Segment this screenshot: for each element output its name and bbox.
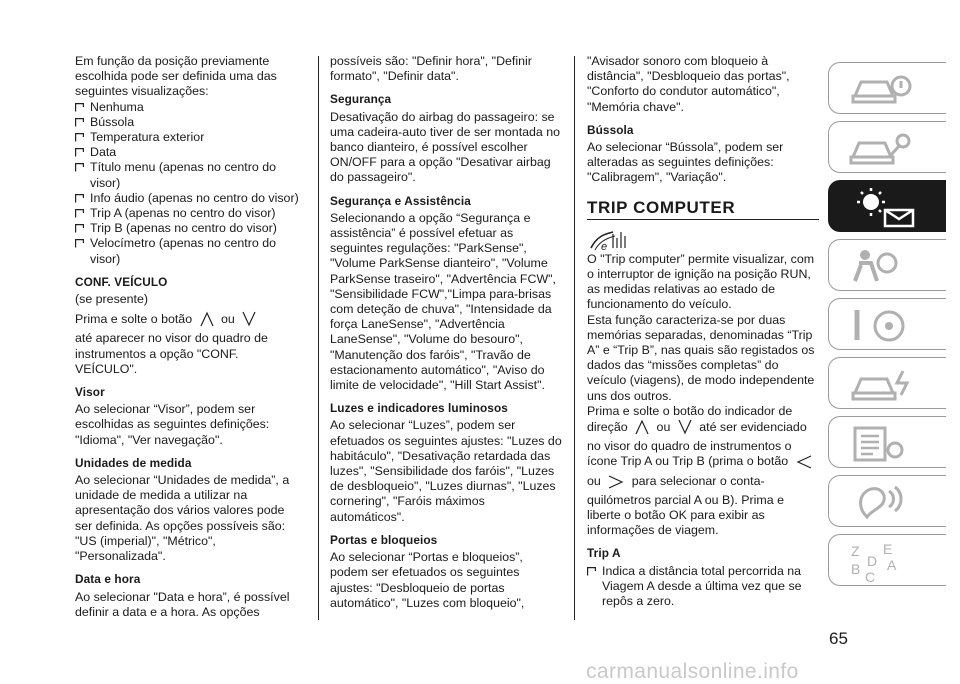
seguranca-text: Desativação do airbag do passageiro: se uma cadeira-auto tiver de ser montada no banco dianteiro, é possível escolher ON/OFF para a opção "Desativar airbag do passageiro".: [330, 109, 561, 185]
tab-technical-data[interactable]: [828, 416, 946, 468]
list-item-text: Título menu (apenas no centro do visor): [90, 160, 276, 190]
list-item: [75, 100, 303, 115]
intro-text: Em função da posição previamente escolhida pode ser definida uma das seguintes visualizações:: [75, 54, 277, 99]
trip-paragraph-3: [587, 404, 819, 539]
data-hora-heading: Data e hora: [75, 572, 141, 587]
trip-p3-or: ou: [656, 420, 671, 435]
luzes-text: Ao selecionar “Luzes”, podem ser efetuados os seguintes ajustes: "Luzes do habitáculo", "Desativação retardada das luzes", "Sensibilidade dos faróis", "Luzes de desbloqueio", "Luzes diurnas", "Luzes cornering", "Faróis máximos automáticos".: [330, 418, 562, 524]
seguranca-heading: Segurança: [330, 92, 392, 107]
portas-text: Ao selecionar “Portas e bloqueios”, podem ser efetuados os seguintes ajustes: "Desbloqueio de portas automático", "Luzes com bloqueio",: [330, 550, 525, 610]
bullet-icon: [75, 239, 85, 247]
conf-text-a: Prima e solte o botão: [75, 312, 193, 327]
svg-text:A: A: [887, 557, 897, 573]
car-breakdown-icon: [847, 365, 917, 403]
tab-car-breakdown[interactable]: [828, 357, 946, 409]
unidades-heading: Unidades de medida: [75, 455, 192, 470]
conf-preset-text: (se presente): [75, 292, 149, 307]
list-item: [75, 221, 303, 236]
list-item: [75, 191, 303, 206]
list-item-text: Data: [90, 145, 117, 160]
section-title: TRIP COMPUTER: [587, 200, 819, 220]
visor-text: Ao selecionar “Visor”, podem ser escolhidas as seguintes definições: "Idioma", "Ver navegação".: [75, 402, 270, 447]
bullet-icon: [75, 194, 85, 202]
trip-p3-a: Prima e solte o botão do indicador de direção: [587, 403, 793, 435]
airbag-person-icon: [847, 247, 917, 285]
bullet-icon: [75, 118, 85, 126]
down-arrow-icon: [678, 419, 692, 439]
up-arrow-icon: [200, 311, 214, 331]
conf-text-b: até aparecer no visor do quadro de instrumentos a opção "CONF. VEÍCULO".: [75, 331, 268, 376]
trip-paragraph-2: Esta função caracteriza-se por duas memórias separadas, denominadas “Trip A” e “Trip B”, nas quais são registados os dados das “missões completas” do veículo (viagens), de modo independente uns dos outros.: [587, 312, 815, 403]
list-item: [75, 145, 303, 160]
tab-index[interactable]: [828, 534, 946, 586]
bullet-icon: [75, 209, 85, 217]
light-mail-icon: [847, 188, 917, 228]
column-2: [330, 54, 562, 611]
visor-heading: Visor: [75, 385, 105, 400]
right-arrow-icon: [608, 475, 624, 493]
bullet-icon: [75, 103, 85, 111]
seguranca-assistencia-heading: Segurança e Assistência: [330, 193, 471, 208]
tab-light-mail[interactable]: [828, 180, 946, 232]
data-hora-text: Ao selecionar "Data e hora”, é possível definir a data e a hora. As opções: [75, 589, 290, 619]
column-divider: [574, 56, 575, 620]
continued-text: "Avisador sonoro com bloqueio à distância", "Desbloqueio das portas", "Conforto do condutor automático", "Memória chave".: [587, 54, 790, 114]
svg-text:D: D: [867, 553, 878, 569]
list-item-text: Trip A (apenas no centro do visor): [90, 206, 276, 221]
bullet-icon: [75, 163, 85, 171]
unidades-text: Ao selecionar “Unidades de medida”, a unidade de medida a utilizar na apresentação dos vários valores pode ser definida. As opções possíveis são: "US (imperial)", "Métrico", "Personalizada".: [75, 473, 290, 564]
trip-paragraph-1: O "Trip computer” permite visualizar, com o interruptor de ignição na posição RUN, as medidas relativas ao estado de funcionamento do veículo.: [587, 251, 815, 312]
tab-wrench-steering[interactable]: [828, 298, 946, 350]
portas-heading: Portas e bloqueios: [330, 532, 438, 547]
list-item-text: Nenhuma: [90, 99, 144, 114]
svg-text:Z: Z: [851, 543, 860, 559]
continued-text: possíveis são: "Definir hora", "Definir formato", "Definir data".: [330, 54, 532, 84]
list-item-text: Velocímetro (apenas no centro do visor): [90, 236, 276, 266]
tab-car-key[interactable]: [828, 121, 946, 173]
down-arrow-icon: [242, 311, 256, 331]
list-item-text: Indica a distância total percorrida na Viagem A desde a última vez que se repôs a zero.: [602, 563, 802, 609]
bullet-icon: [75, 133, 85, 141]
conf-veiculo-heading: CONF. VEÍCULO: [75, 274, 168, 289]
car-key-icon: [847, 129, 917, 167]
index-icon: [847, 542, 917, 584]
list-item: [75, 160, 303, 190]
luzes-heading: Luzes e indicadores luminosos: [330, 401, 508, 416]
bullet-icon: [75, 224, 85, 232]
seguranca-assistencia-text: Selecionando a opção “Segurança e assistência” é possível efetuar as seguintes regulações: "ParkSense", "Volume ParkSense dianteiro", "Volume ParkSense traseiro", "Advertência FCW", "Sensibilidade FCW","Limpa para-brisas com deteção de chuva", "Intensidade da força LaneSense", "Advertência LaneSense", "Volume do besouro", "Manutenção dos faróis", "Travão de estacionamento automático", "Aviso do limite de velocidade", "Hill Start Assist".: [330, 210, 556, 393]
svg-text:E: E: [883, 542, 893, 557]
trip-p3-b: até ser evidenciado no visor do quadro de instrumentos o ícone Trip A ou Trip B (prima o botão: [587, 420, 807, 469]
left-arrow-icon: [796, 455, 812, 473]
list-item: [75, 206, 303, 221]
list-item: [587, 564, 819, 610]
multimedia-icon: [847, 483, 917, 521]
svg-text:B: B: [851, 561, 861, 577]
list-item-text: Info áudio (apenas no centro do visor): [90, 190, 299, 205]
watermark: carmanualsonline.info: [586, 660, 799, 683]
chapter-tabs: [828, 62, 946, 593]
list-item-text: Trip B (apenas no centro do visor): [90, 221, 277, 236]
list-item: [75, 130, 303, 145]
tab-multimedia[interactable]: [828, 475, 946, 527]
column-3: [587, 54, 819, 609]
trip-p3-or2: ou: [587, 473, 601, 488]
list-item-text: Bússola: [90, 114, 135, 129]
svg-text:C: C: [865, 569, 876, 584]
tab-car-warning[interactable]: [828, 62, 946, 114]
trip-p3-c: para selecionar o conta-quilómetros parcial A ou B). Prima e liberte o botão OK para exibir as informações de viagem.: [587, 473, 784, 538]
bullet-icon: [587, 567, 597, 575]
list-item: [75, 236, 303, 266]
bussola-text: Ao selecionar “Bússola”, podem ser alteradas as seguintes definições: "Calibragem", "Variação".: [587, 140, 784, 185]
page-number: 65: [829, 629, 848, 648]
car-warning-icon: [847, 70, 917, 108]
column-divider: [318, 56, 319, 620]
column-1: [75, 54, 303, 620]
eco-logo-icon: [587, 228, 819, 252]
svg-text:e: e: [601, 240, 608, 252]
bussola-heading: Bússola: [587, 122, 634, 137]
conf-or: ou: [221, 312, 235, 327]
wrench-steering-icon: [847, 306, 917, 344]
tab-airbag-person[interactable]: [828, 239, 946, 291]
conf-instruction: [75, 311, 303, 377]
list-item: [75, 115, 303, 130]
technical-data-icon: [847, 424, 917, 462]
display-options-list: [75, 100, 303, 267]
up-arrow-icon: [635, 419, 649, 439]
bullet-icon: [75, 148, 85, 156]
trip-a-heading: Trip A: [587, 546, 621, 561]
list-item-text: Temperatura exterior: [90, 130, 205, 145]
